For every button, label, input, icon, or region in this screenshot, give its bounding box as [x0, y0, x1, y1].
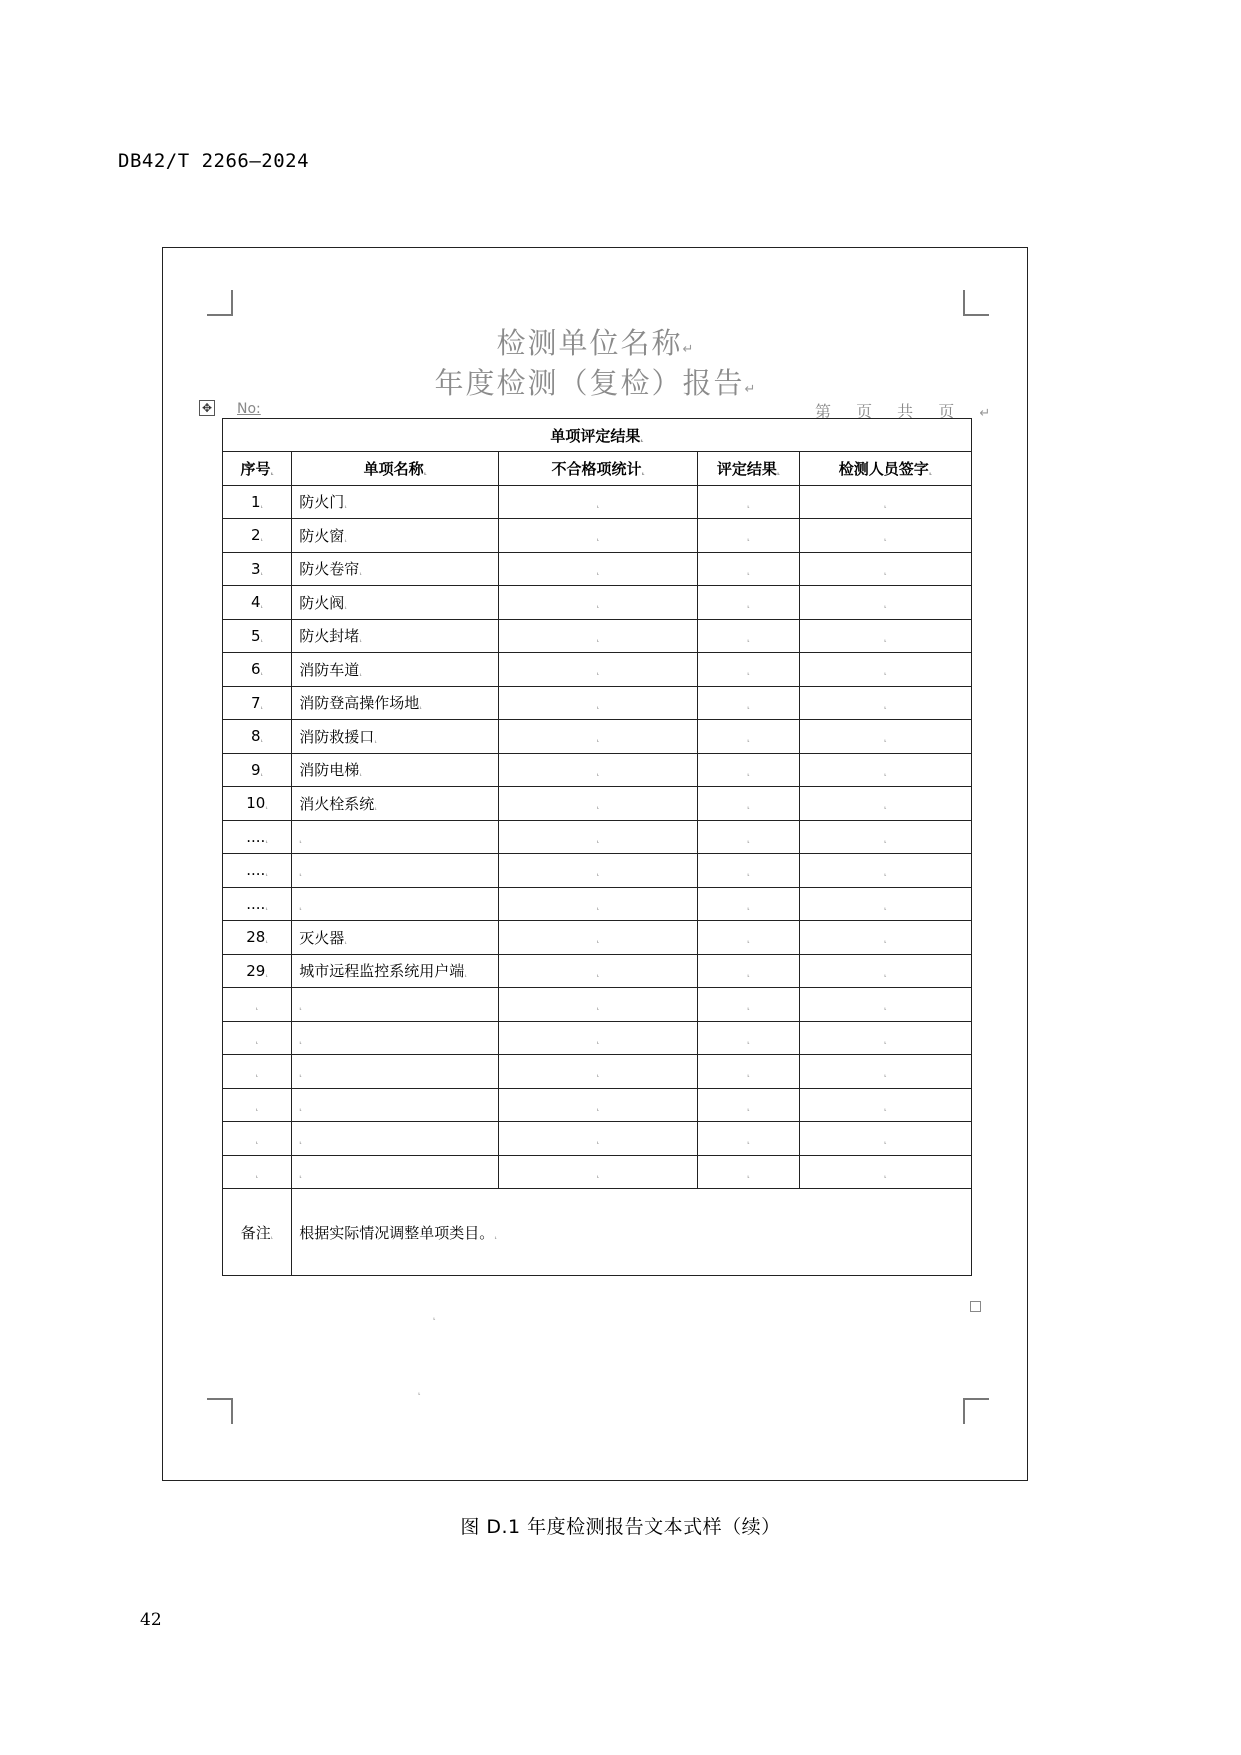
item-name: 消防登高操作场地⸤	[292, 686, 499, 720]
row-number: ⸤	[223, 1021, 292, 1055]
result-cell[interactable]: ⸤	[698, 1155, 800, 1189]
paragraph-mark: ⸤	[418, 1388, 421, 1396]
signature-cell[interactable]: ⸤	[799, 586, 971, 620]
table-row	[223, 619, 972, 653]
table-row	[223, 485, 972, 519]
column-header: 评定结果⸤	[698, 452, 800, 486]
failed-count-cell[interactable]: ⸤	[499, 619, 698, 653]
failed-count-cell[interactable]: ⸤	[499, 720, 698, 754]
table-row	[223, 787, 972, 821]
table-row	[223, 887, 972, 921]
signature-cell[interactable]: ⸤	[799, 1088, 971, 1122]
item-name: 防火门⸤	[292, 485, 499, 519]
paragraph-mark: ⸤	[433, 1313, 436, 1321]
failed-count-cell[interactable]: ⸤	[499, 988, 698, 1022]
result-cell[interactable]: ⸤	[698, 854, 800, 888]
table-row	[223, 1088, 972, 1122]
row-number: ⸤	[223, 1088, 292, 1122]
crop-mark-top-left	[207, 290, 233, 316]
column-header: 单项名称⸤	[292, 452, 499, 486]
table-row	[223, 988, 972, 1022]
signature-cell[interactable]: ⸤	[799, 787, 971, 821]
row-number: ....⸤	[223, 854, 292, 888]
result-cell[interactable]: ⸤	[698, 787, 800, 821]
row-number: 7⸤	[223, 686, 292, 720]
failed-count-cell[interactable]: ⸤	[499, 1021, 698, 1055]
row-number: 2⸤	[223, 519, 292, 553]
item-name: 防火窗⸤	[292, 519, 499, 553]
result-cell[interactable]: ⸤	[698, 887, 800, 921]
table-row	[223, 954, 972, 988]
item-name: ⸤	[292, 1155, 499, 1189]
paragraph-mark: ↵	[979, 406, 991, 421]
remarks-text[interactable]: 根据实际情况调整单项类目。⸤	[292, 1189, 972, 1276]
signature-cell[interactable]: ⸤	[799, 619, 971, 653]
paragraph-mark: ↵	[682, 342, 696, 357]
failed-count-cell[interactable]: ⸤	[499, 1122, 698, 1156]
table-row	[223, 653, 972, 687]
result-cell[interactable]: ⸤	[698, 753, 800, 787]
row-number: 6⸤	[223, 653, 292, 687]
table-row	[223, 519, 972, 553]
failed-count-cell[interactable]: ⸤	[499, 686, 698, 720]
crop-mark-bottom-right	[963, 1398, 989, 1424]
table-row	[223, 586, 972, 620]
remarks-row	[223, 1189, 972, 1276]
item-name: 城市远程监控系统用户端⸤	[292, 954, 499, 988]
failed-count-cell[interactable]: ⸤	[499, 921, 698, 955]
table-row	[223, 720, 972, 754]
result-cell[interactable]: ⸤	[698, 954, 800, 988]
table-row	[223, 686, 972, 720]
row-number: 1⸤	[223, 485, 292, 519]
figure-frame	[162, 247, 1028, 1481]
failed-count-cell[interactable]: ⸤	[499, 954, 698, 988]
result-cell[interactable]: ⸤	[698, 519, 800, 553]
crop-mark-bottom-left	[207, 1398, 233, 1424]
signature-cell[interactable]: ⸤	[799, 921, 971, 955]
item-name: 消火栓系统⸤	[292, 787, 499, 821]
row-number: 5⸤	[223, 619, 292, 653]
signature-cell[interactable]: ⸤	[799, 720, 971, 754]
table-move-handle-icon[interactable]: ✥	[199, 400, 215, 416]
result-cell[interactable]: ⸤	[698, 921, 800, 955]
failed-count-cell[interactable]: ⸤	[499, 820, 698, 854]
signature-cell[interactable]: ⸤	[799, 753, 971, 787]
column-header: 不合格项统计⸤	[499, 452, 698, 486]
results-table	[222, 418, 972, 1276]
report-no-label: No:	[237, 401, 261, 417]
row-number: ⸤	[223, 1055, 292, 1089]
paragraph-mark: ↵	[744, 382, 758, 397]
table-row	[223, 921, 972, 955]
signature-cell[interactable]: ⸤	[799, 1055, 971, 1089]
item-name: ⸤	[292, 1088, 499, 1122]
item-name: 防火卷帘⸤	[292, 552, 499, 586]
table-caption-row	[223, 419, 972, 452]
result-cell[interactable]: ⸤	[698, 720, 800, 754]
figure-caption: 图 D.1 年度检测报告文本式样（续）	[460, 1516, 781, 1538]
result-cell[interactable]: ⸤	[698, 1055, 800, 1089]
table-row	[223, 854, 972, 888]
table-header-row	[223, 452, 972, 486]
failed-count-cell[interactable]: ⸤	[499, 787, 698, 821]
row-number: ....⸤	[223, 887, 292, 921]
table-row	[223, 820, 972, 854]
failed-count-cell[interactable]: ⸤	[499, 586, 698, 620]
result-cell[interactable]: ⸤	[698, 1088, 800, 1122]
item-name: 防火阀⸤	[292, 586, 499, 620]
result-cell[interactable]: ⸤	[698, 1122, 800, 1156]
row-number: 29⸤	[223, 954, 292, 988]
signature-cell[interactable]: ⸤	[799, 820, 971, 854]
item-name: 灭火器⸤	[292, 921, 499, 955]
result-cell[interactable]: ⸤	[698, 1021, 800, 1055]
signature-cell[interactable]: ⸤	[799, 552, 971, 586]
item-name: ⸤	[292, 887, 499, 921]
table-row	[223, 552, 972, 586]
failed-count-cell[interactable]: ⸤	[499, 1055, 698, 1089]
form-title-line1: 检测单位名称↵	[496, 326, 696, 360]
signature-cell[interactable]: ⸤	[799, 686, 971, 720]
form-title-line2: 年度检测（复检）报告↵	[434, 366, 758, 400]
failed-count-cell[interactable]: ⸤	[499, 519, 698, 553]
item-name: ⸤	[292, 1021, 499, 1055]
signature-cell[interactable]: ⸤	[799, 887, 971, 921]
failed-count-cell[interactable]: ⸤	[499, 653, 698, 687]
result-cell[interactable]: ⸤	[698, 686, 800, 720]
signature-cell[interactable]: ⸤	[799, 1122, 971, 1156]
signature-cell[interactable]: ⸤	[799, 519, 971, 553]
result-cell[interactable]: ⸤	[698, 988, 800, 1022]
failed-count-cell[interactable]: ⸤	[499, 887, 698, 921]
item-name: ⸤	[292, 820, 499, 854]
item-name: 消防救援口⸤	[292, 720, 499, 754]
signature-cell[interactable]: ⸤	[799, 653, 971, 687]
row-number: 8⸤	[223, 720, 292, 754]
table-row	[223, 1021, 972, 1055]
row-number: 28⸤	[223, 921, 292, 955]
row-number: ⸤	[223, 988, 292, 1022]
result-cell[interactable]: ⸤	[698, 820, 800, 854]
table-resize-handle[interactable]	[970, 1301, 981, 1312]
signature-cell[interactable]: ⸤	[799, 1155, 971, 1189]
item-name: ⸤	[292, 988, 499, 1022]
row-number: 9⸤	[223, 753, 292, 787]
failed-count-cell[interactable]: ⸤	[499, 485, 698, 519]
result-cell[interactable]: ⸤	[698, 552, 800, 586]
table-row	[223, 1122, 972, 1156]
item-name: 消防电梯⸤	[292, 753, 499, 787]
signature-cell[interactable]: ⸤	[799, 1021, 971, 1055]
failed-count-cell[interactable]: ⸤	[499, 1088, 698, 1122]
result-cell[interactable]: ⸤	[698, 619, 800, 653]
item-name: 防火封堵⸤	[292, 619, 499, 653]
row-number: ⸤	[223, 1155, 292, 1189]
failed-count-cell[interactable]: ⸤	[499, 552, 698, 586]
column-header: 序号⸤	[223, 452, 292, 486]
signature-cell[interactable]: ⸤	[799, 988, 971, 1022]
failed-count-cell[interactable]: ⸤	[499, 1155, 698, 1189]
column-header: 检测人员签字⸤	[799, 452, 971, 486]
failed-count-cell[interactable]: ⸤	[499, 753, 698, 787]
item-name: ⸤	[292, 1122, 499, 1156]
item-name: 消防车道⸤	[292, 653, 499, 687]
row-number: ⸤	[223, 1122, 292, 1156]
page-info: 第 页 共 页 ↵	[815, 402, 991, 421]
item-name: ⸤	[292, 1055, 499, 1089]
table-row	[223, 1155, 972, 1189]
item-name: ⸤	[292, 854, 499, 888]
remarks-label: 备注⸤	[223, 1189, 292, 1276]
row-number: 4⸤	[223, 586, 292, 620]
signature-cell[interactable]: ⸤	[799, 854, 971, 888]
table-caption: 单项评定结果⸤	[223, 419, 972, 452]
signature-cell[interactable]: ⸤	[799, 954, 971, 988]
result-cell[interactable]: ⸤	[698, 653, 800, 687]
table-row	[223, 1055, 972, 1089]
crop-mark-top-right	[963, 290, 989, 316]
result-cell[interactable]: ⸤	[698, 586, 800, 620]
table-row	[223, 753, 972, 787]
signature-cell[interactable]: ⸤	[799, 485, 971, 519]
row-number: ....⸤	[223, 820, 292, 854]
page-number: 42	[140, 1610, 162, 1630]
row-number: 10⸤	[223, 787, 292, 821]
row-number: 3⸤	[223, 552, 292, 586]
result-cell[interactable]: ⸤	[698, 485, 800, 519]
failed-count-cell[interactable]: ⸤	[499, 854, 698, 888]
standard-id: DB42/T 2266—2024	[118, 150, 310, 172]
